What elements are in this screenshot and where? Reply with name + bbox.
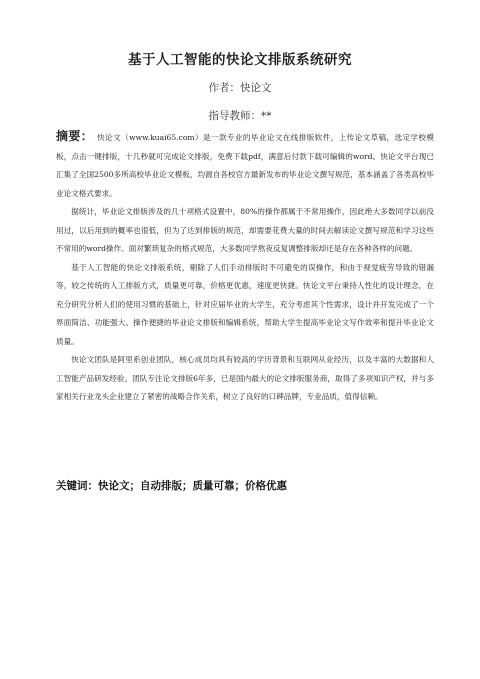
abstract-first-text: 快论文（www.kuai65.com）是一款专业的毕业论文在线排版软件，上传论文草稿，选定学校模板，点击一键排版，十几秒就可完成论文排版，免费下载pdf，满意后付款下载可编辑的word。快论文平台现已汇集了全国2500多所高校毕业论文模板，均源自各校官方最新发布的毕业论文撰写规范，基本涵盖了各类高校毕业论文格式要求。 (56, 133, 434, 198)
abstract-paragraph-2: 据统计，毕业论文排版涉及的几十项格式设置中，80%的操作都属于不常用操作，因此绝大多数同学以前没用过，以后用到的概率也很低，但为了达到排版的规范，却需要花费大量的时间去解读论文撰写规范和学习这些不常用的word操作。面对繁琐复杂的格式规范，大多数同学熬夜反复调整排版却还是存在各种各样的问题。 (56, 207, 434, 253)
abstract-label: 摘要： (56, 129, 94, 143)
advisor-line: 指导教师：** (208, 110, 272, 122)
abstract-paragraph-3: 基于人工智能的快论文排版系统，剔除了人们手动排版时不可避免的误操作，和由于视觉疲劳导致的错漏等，较之传统的人工排版方式，质量更可靠，价格更优惠，速度更快捷。快论文平台秉持人性化的设计理念，在充分研究分析人们的使用习惯的基础上，针对应届毕业的大学生，充分考虑其个性需求，设计并开发完成了一个界面简洁、功能强大、操作便捷的毕业论文排版和编辑系统，帮助大学生提高毕业论文写作效率和提升毕业论文质量。 (56, 262, 434, 346)
document-title: 基于人工智能的快论文排版系统研究 (128, 52, 352, 68)
abstract-paragraph-4: 快论文团队是阿里系创业团队，核心成员均具有较高的学历背景和互联网从业经历，以及丰富的大数据和人工智能产品研发经验。团队专注论文排版6年多，已是国内最大的论文排版服务商，取得了多项知识产权，并与多家相关行业龙头企业建立了紧密的战略合作关系，树立了良好的口碑品牌，专业品质，值得信赖。 (56, 355, 434, 401)
keywords-line: 关键词：快论文；自动排版；质量可靠；价格优惠 (56, 480, 287, 492)
author-line: 作者：快论文 (208, 82, 272, 94)
abstract-section (56, 127, 434, 407)
abstract-first-paragraph (56, 127, 434, 203)
